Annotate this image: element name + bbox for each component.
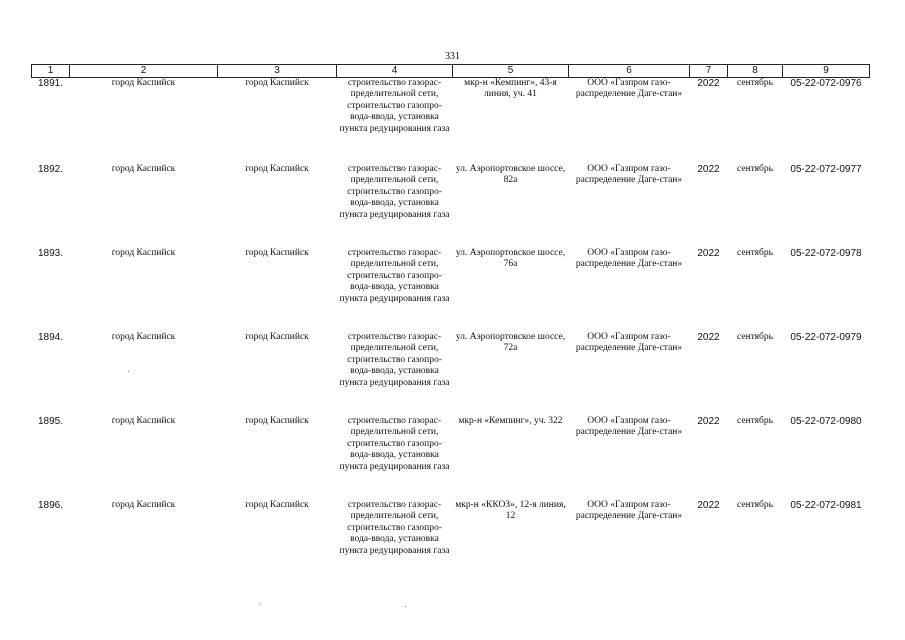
row-number: 1894. [37,331,64,343]
district-cell: город Каспийск [111,331,176,342]
table-row [32,164,870,248]
organization-cell: ООО «Газпром газо-распределение Даге-стан» [575,415,683,437]
district-cell: город Каспийск [111,77,176,88]
settlement-cell: город Каспийск [245,163,309,174]
table-row [32,332,870,416]
settlement-cell: город Каспийск [245,415,309,426]
table-header [32,65,870,78]
header-col-2: 2 [70,65,218,78]
work-description-cell: строительство газорас-пределительной сети, строительство газопро-вода-ввода, установка пункта редуцирования газа [339,163,450,220]
settlement-cell: город Каспийск [245,247,309,258]
header-col-5: 5 [453,65,569,78]
work-description-cell: строительство газорас-пределительной сети, строительство газопро-вода-ввода, установка пункта редуцирования газа [339,77,450,134]
table-row [32,77,870,164]
settlement-cell: город Каспийск [245,331,309,342]
organization-cell: ООО «Газпром газо-распределение Даге-стан» [575,331,683,353]
code-cell: 05-22-072-0981 [790,499,862,511]
work-description-cell: строительство газорас-пределительной сети, строительство газопро-вода-ввода, установка пункта редуцирования газа [339,331,450,388]
code-cell: 05-22-072-0977 [790,163,862,175]
year-cell: 2022 [697,247,720,259]
settlement-cell: город Каспийск [245,499,309,510]
month-cell: сентябрь [737,163,773,174]
year-cell: 2022 [697,415,720,427]
row-number: 1893. [37,247,64,259]
address-cell: ул. Аэропортовское шоссе, 72а [455,331,566,353]
row-number: 1891. [37,77,64,89]
code-cell: 05-22-072-0978 [790,247,862,259]
row-number: 1892. [37,163,64,175]
district-cell: город Каспийск [111,247,176,258]
row-number: 1895. [37,415,64,427]
month-cell: сентябрь [737,331,773,342]
table-body [32,77,870,584]
organization-cell: ООО «Газпром газо-распределение Даге-стан» [575,247,683,269]
settlement-cell: город Каспийск [245,77,309,88]
row-number: 1896. [37,499,64,511]
gasification-table [31,64,870,584]
header-col-7: 7 [690,65,728,78]
month-cell: сентябрь [737,247,773,258]
district-cell: город Каспийск [111,163,176,174]
header-col-3: 3 [218,65,337,78]
header-col-1: 1 [32,65,70,78]
organization-cell: ООО «Газпром газо-распределение Даге-стан» [575,499,683,521]
year-cell: 2022 [697,163,720,175]
address-cell: мкр-н «Кемпинг», 43-я линия, уч. 41 [464,77,557,99]
year-cell: 2022 [697,331,720,343]
code-cell: 05-22-072-0979 [790,331,862,343]
district-cell: город Каспийск [111,415,176,426]
work-description-cell: строительство газорас-пределительной сети, строительство газопро-вода-ввода, установка пункта редуцирования газа [339,499,450,556]
work-description-cell: строительство газорас-пределительной сети, строительство газопро-вода-ввода, установка пункта редуцирования газа [339,415,450,472]
month-cell: сентябрь [737,77,773,88]
header-col-9: 9 [783,65,870,78]
table-row [32,248,870,332]
code-cell: 05-22-072-0976 [790,77,862,89]
organization-cell: ООО «Газпром газо-распределение Даге-стан» [575,77,683,99]
month-cell: сентябрь [737,499,773,510]
address-cell: ул. Аэропортовское шоссе, 82а [455,163,566,185]
header-col-4: 4 [337,65,453,78]
organization-cell: ООО «Газпром газо-распределение Даге-стан» [575,163,683,185]
page-number: 331 [445,51,460,62]
header-col-8: 8 [728,65,783,78]
header-col-6: 6 [569,65,690,78]
month-cell: сентябрь [737,415,773,426]
table-row [32,416,870,500]
year-cell: 2022 [697,499,720,511]
table-row [32,500,870,584]
district-cell: город Каспийск [111,499,176,510]
work-description-cell: строительство газорас-пределительной сети, строительство газопро-вода-ввода, установка пункта редуцирования газа [339,247,450,304]
address-cell: мкр-н «Кемпинг», уч. 322 [458,415,563,426]
address-cell: ул. Аэропортовское шоссе, 76а [455,247,566,269]
code-cell: 05-22-072-0980 [790,415,862,427]
address-cell: мкр-н «ККОЗ», 12-я линия, 12 [455,499,566,521]
year-cell: 2022 [697,77,720,89]
